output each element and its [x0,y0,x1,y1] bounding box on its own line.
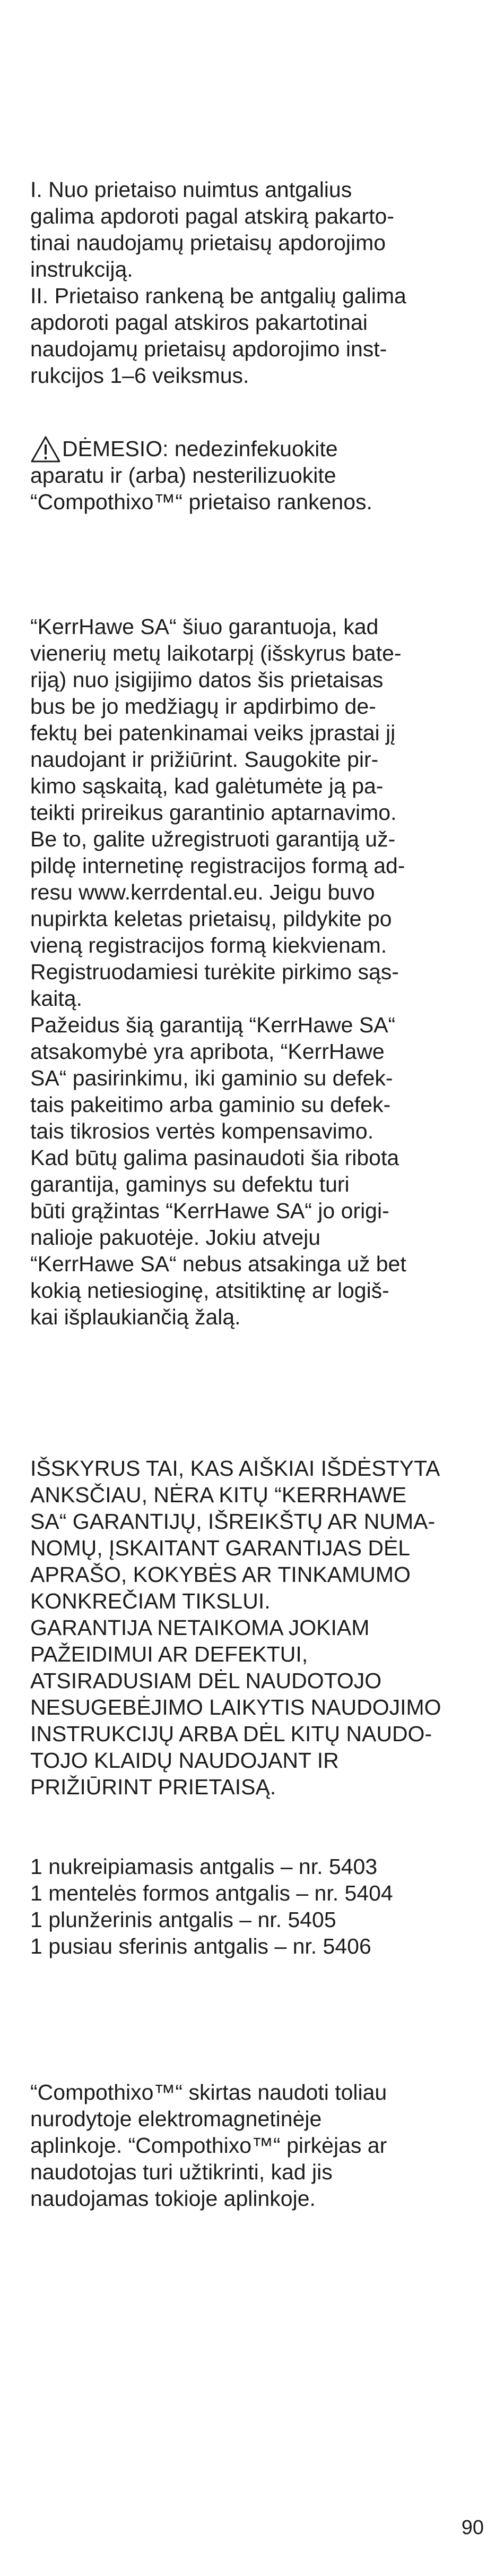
text-line: nalioje pakuotėje. Jokiu atveju [30,1225,321,1250]
text-line: IŠSKYRUS TAI, KAS AIŠKIAI IŠDĖSTYTA [30,1456,440,1480]
page-number: 90 [461,2517,484,2539]
text-line: aplinkoje. “Compothixo™“ pirkėjas ar [30,2133,387,2158]
warning-text-line: “Compothixo™“ prietaiso rankenos. [30,490,372,514]
list-item: 1 mentelės formos antgalis – nr. 5404 [30,1881,393,1905]
text-line: PRIŽIŪRINT PRIETAISĄ. [30,1775,276,1799]
text-line: Be to, galite užregistruoti garantiją už- [30,827,396,851]
warning-text-line: aparatu ir (arba) nesterilizuokite [30,463,336,487]
text-line: “KerrHawe SA“ šiuo garantuoja, kad [30,614,379,639]
text-line: “KerrHawe SA“ nebus atsakinga už bet [30,1252,406,1276]
text-line: vienerių metų laikotarpį (išskyrus bate- [30,641,402,665]
text-line: tais tikrosios vertės kompensavimo. [30,1119,374,1143]
text-line: teikti prireikus garantinio aptarnavimo. [30,800,397,825]
text-line: NOMŲ, ĮSKAITANT GARANTIJAS DĖL [30,1536,411,1560]
text-line: PAŽEIDIMUI AR DEFEKTUI, [30,1642,308,1666]
text-line: vieną registracijos formą kiekvienam. [30,933,387,957]
text-line: pildę internetinę registracijos formą ad- [30,853,405,878]
text-line: Kad būtų galima pasinaudoti šia ribota [30,1145,399,1170]
text-line: kai išplaukiančią žalą. [30,1305,241,1329]
list-item: 1 nukreipiamasis antgalis – nr. 5403 [30,1854,378,1879]
text-line: NESUGEBĖJIMO LAIKYTIS NAUDOJIMO [30,1695,441,1719]
text-line: tais pakeitimo arba gaminio su defek- [30,1092,391,1117]
text-line: kaitą. [30,986,82,1011]
text-line: rukcijos 1–6 veiksmus. [30,363,249,388]
text-line: TOJO KLAIDŲ NAUDOJANT IR [30,1748,339,1773]
text-line: būti grąžintas “KerrHawe SA“ jo origi- [30,1199,389,1223]
text-line: bus be jo medžiagų ir apdirbimo de- [30,694,376,718]
text-line: I. Nuo prietaiso nuimtus antgalius [30,177,352,202]
list-item: 1 pusiau sferinis antgalis – nr. 5406 [30,1934,371,1958]
text-line: SA“ pasirinkimu, iki gaminio su defek- [30,1066,393,1090]
text-line: naudojamų prietaisų apdorojimo inst- [30,337,387,361]
text-line: instrukciją. [30,257,133,281]
text-line: kimo sąskaitą, kad galėtumėte ją pa- [30,774,384,798]
text-line: garantija, gaminys su defektu turi [30,1172,350,1196]
text-line: Pažeidus šią garantiją “KerrHawe SA“ [30,1013,396,1037]
accessories-list [30,1853,486,1959]
text-line: naudojant ir prižiūrint. Saugokite pir- [30,747,379,772]
text-line: nupirkta keletas prietaisų, pildykite po [30,906,392,931]
text-line: Registruodamiesi turėkite pirkimo sąs- [30,960,399,984]
text-line: APRAŠO, KOKYBĖS AR TINKAMUMO [30,1562,411,1587]
text-line: GARANTIJA NETAIKOMA JOKIAM [30,1615,370,1640]
text-line: naudojamas tokioje aplinkoje. [30,2186,316,2211]
text-line: KONKREČIAM TIKSLUI. [30,1589,271,1613]
text-line: tinai naudojamų prietaisų apdorojimo [30,230,386,255]
warning-notice [30,435,486,515]
text-line: kokią netiesioginę, atsitiktinę ar logiš- [30,1278,389,1303]
warranty-section [30,613,486,1330]
text-line: apdoroti pagal atskiros pakartotinai [30,310,368,335]
text-line: ATSIRADUSIAM DĖL NAUDOTOJO [30,1668,382,1693]
text-line: naudotojas turi užtikrinti, kad jis [30,2160,333,2184]
text-line: INSTRUKCIJŲ ARBA DĖL KITŲ NAUDO- [30,1722,432,1746]
text-line: nurodytoje elektromagnetinėje [30,2107,322,2131]
text-line: “Compothixo™“ skirtas naudoti toliau [30,2080,387,2104]
text-line: galima apdoroti pagal atskirą pakarto- [30,204,394,228]
text-line: riją) nuo įsigijimo datos šis prietaisas [30,667,384,692]
warning-text-line: DĖMESIO: nedezinfekuokite [62,437,338,461]
warning-triangle-icon [30,435,61,463]
text-line: SA“ GARANTIJŲ, IŠREIKŠTŲ AR NUMA- [30,1509,436,1534]
warranty-disclaimer [30,1455,486,1800]
text-line: atsakomybė yra apribota, “KerrHawe [30,1039,385,1064]
emc-notice [30,2079,486,2212]
text-line: fektų bei patenkinamai veiks įprastai jį [30,721,396,745]
cleaning-instructions [30,176,486,389]
text-line: II. Prietaiso rankeną be antgalių galima [30,284,406,308]
text-line: ANKSČIAU, NĖRA KITŲ “KERRHAWE [30,1483,407,1507]
text-line: resu www.kerrdental.eu. Jeigu buvo [30,880,375,904]
list-item: 1 plunžerinis antgalis – nr. 5405 [30,1907,336,1932]
